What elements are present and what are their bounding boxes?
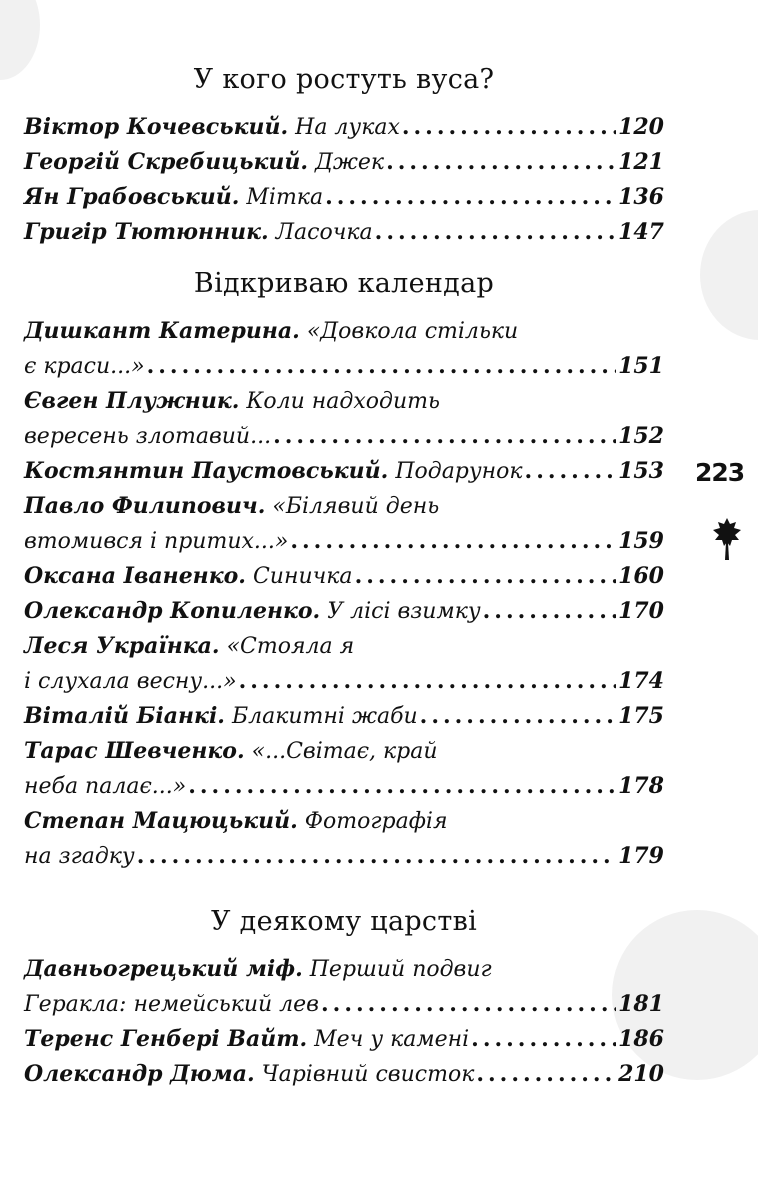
toc-entry-line [24,804,664,839]
toc-entry-line [24,839,664,874]
toc-entry-line [24,987,664,1022]
leader-dots [386,145,616,180]
entry-title: Коли надходить [239,389,440,414]
toc-entry-line [24,314,664,349]
toc-entry-line [24,524,664,559]
entry-author: Степан Мацюцький. [24,808,298,834]
entry-page-number: 160 [618,563,664,589]
toc-entry-line [24,215,664,250]
leader-dots [273,419,616,454]
entry-title: Фотографія [297,809,448,834]
toc-entry-line [24,180,664,215]
entry-author: Віктор Кочевський. [24,114,289,140]
entry-page-number: 121 [618,149,664,175]
toc-entry-line [24,1057,664,1092]
toc-entry [24,110,664,145]
toc-entry-line [24,384,664,419]
toc-entry-line [24,349,664,384]
entry-title: неба палає...» [24,774,187,799]
entry-author: Костянтин Паустовський. [24,458,389,484]
entry-title: Синичка [245,564,353,589]
toc-entry [24,804,664,874]
entry-title: і слухала весну...» [24,669,237,694]
entry-author: Давньогрецький міф. [24,956,303,982]
toc-entry [24,952,664,1022]
toc-entry-line [24,594,664,629]
entry-title: Меч у камені [307,1027,470,1052]
entry-title: втомився і притих...» [24,529,289,554]
toc-entry [24,314,664,384]
toc-entry-line [24,489,664,524]
entry-author: Євген Плужник. [24,388,240,414]
leader-dots [476,1057,616,1092]
toc-entry-line [24,559,664,594]
entry-page-number: 186 [618,1026,664,1052]
leader-dots [420,699,616,734]
toc-entry-line [24,1022,664,1057]
toc-entry [24,699,664,734]
entry-page-number: 170 [618,598,664,624]
table-of-contents [24,60,664,1092]
section-title: У деякому царстві [210,906,478,937]
toc-entry-line [24,454,664,489]
page-shadow-blot [700,210,758,340]
entry-page-number: 151 [618,353,664,379]
entry-author: Леся Українка. [24,633,220,659]
leader-dots [321,987,616,1022]
entry-author: Дишкант Катерина. [24,318,300,344]
leader-dots [137,839,616,874]
leader-dots [239,664,616,699]
entry-title: Ласочка [268,220,373,245]
leader-dots [147,349,616,384]
entry-page-number: 210 [618,1061,664,1087]
leader-dots [325,180,616,215]
toc-entry-line [24,734,664,769]
toc-entry [24,1022,664,1057]
leader-dots [355,559,617,594]
page-number: 223 [695,458,745,487]
toc-entry [24,629,664,699]
entry-page-number: 174 [618,668,664,694]
toc-entry [24,489,664,559]
entry-page-number: 136 [618,184,664,210]
entry-author: Олександр Дюма. [24,1061,255,1087]
toc-entry-line [24,699,664,734]
entry-page-number: 175 [618,703,664,729]
entry-title: Чарівний свисток [254,1062,475,1087]
toc-entry [24,180,664,215]
toc-entry-line [24,629,664,664]
entry-title: Перший подвиг [302,957,492,982]
toc-entry-line [24,110,664,145]
entry-title: Мітка [239,185,324,210]
toc-entry [24,559,664,594]
toc-section [24,902,664,1092]
entry-title: «Білявий день [265,494,440,519]
leader-dots [471,1022,616,1057]
entry-author: Ян Грабовський. [24,184,240,210]
entry-title: На луках [288,115,400,140]
leader-dots [375,215,616,250]
entry-title: «Стояла я [219,634,355,659]
entry-title: на згадку [24,844,135,869]
toc-section [24,264,664,874]
entry-author: Григір Тютюнник. [24,219,269,245]
toc-entry-line [24,664,664,699]
entry-page-number: 152 [618,423,664,449]
entry-author: Тарас Шевченко. [24,738,245,764]
leader-dots [402,110,616,145]
entry-page-number: 179 [618,843,664,869]
section-title: У кого ростуть вуса? [193,64,495,95]
toc-entry [24,454,664,489]
entry-title: «Довкола стільки [299,319,519,344]
toc-entry [24,145,664,180]
leader-dots [290,524,616,559]
entry-title: Геракла: немейський лев [24,992,319,1017]
toc-entry-line [24,769,664,804]
toc-entry [24,215,664,250]
entry-title: є краси...» [24,354,145,379]
toc-entry-line [24,952,664,987]
toc-entry [24,734,664,804]
entry-author: Оксана Іваненко. [24,563,246,589]
toc-entry [24,594,664,629]
entry-page-number: 181 [618,991,664,1017]
entry-title: «...Світає, край [244,739,438,764]
entry-title: Блакитні жаби [224,704,418,729]
entry-title: Джек [308,150,385,175]
entry-page-number: 147 [618,219,664,245]
leaf-ornament-icon [710,516,744,562]
toc-entry-line [24,145,664,180]
entry-author: Олександр Копиленко. [24,598,321,624]
section-title: Відкриваю календар [193,268,495,299]
leader-dots [188,769,616,804]
entry-author: Георгій Скребицький. [24,149,309,175]
entry-page-number: 159 [618,528,664,554]
leader-dots [525,454,617,489]
toc-entry [24,1057,664,1092]
toc-entry-line [24,419,664,454]
entry-title: У лісі взимку [320,599,481,624]
entry-page-number: 153 [618,458,664,484]
entry-author: Віталій Біанкі. [24,703,225,729]
entry-title: Подарунок [388,459,523,484]
toc-entry [24,384,664,454]
entry-author: Теренс Генбері Вайт. [24,1026,308,1052]
entry-page-number: 178 [618,773,664,799]
entry-author: Павло Филипович. [24,493,266,519]
toc-section [24,60,664,250]
entry-page-number: 120 [618,114,664,140]
leader-dots [483,594,616,629]
entry-title: вересень злотавий... [24,424,272,449]
